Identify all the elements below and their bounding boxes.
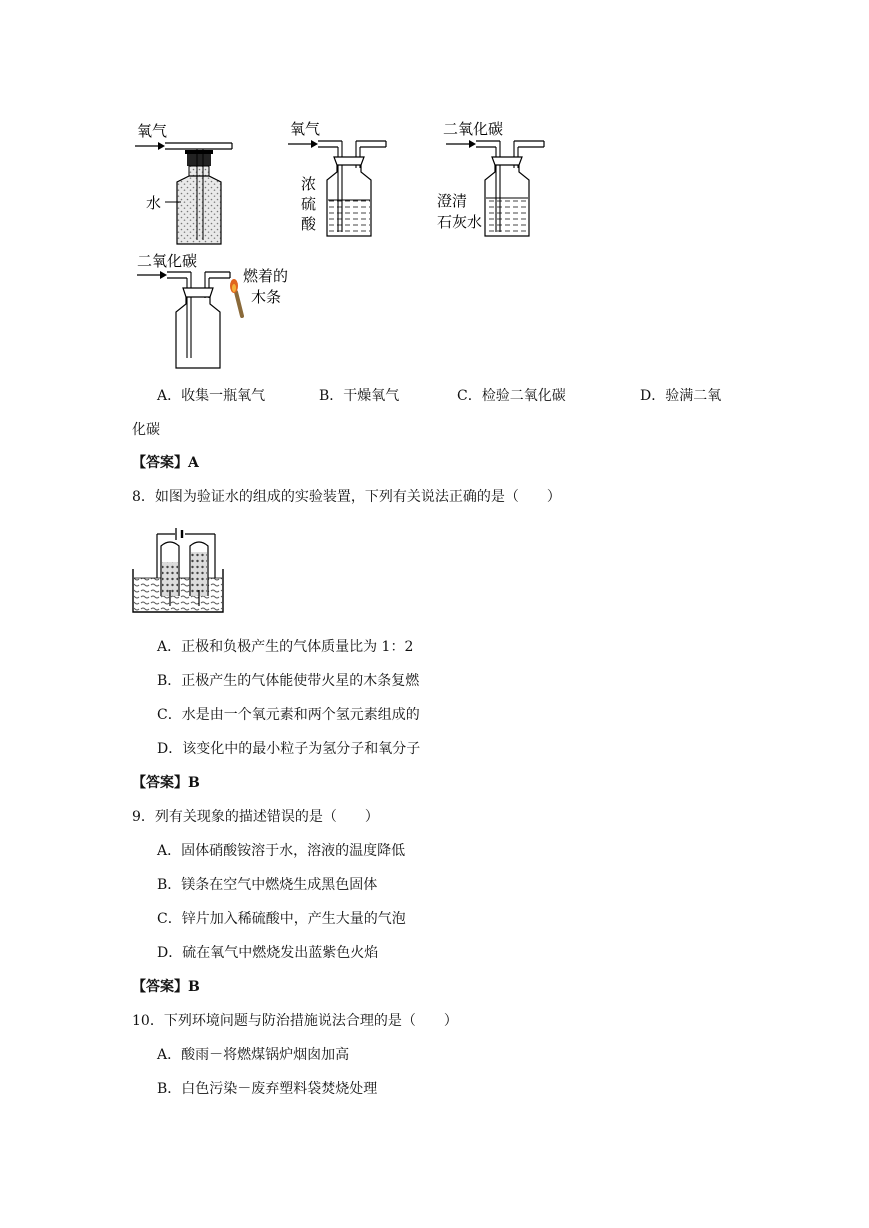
figure-c-gas-label: 二氧化碳 [443,120,504,138]
q7-option-b: B．干燥氧气 [319,388,400,404]
q9-option-a: A．固体硝酸铵溶于水，溶液的温度降低 [157,843,406,859]
q8-option-c: C．水是由一个氧元素和两个氢元素组成的 [157,707,420,723]
figure-c-liquid-label-2: 石灰水 [437,213,483,231]
q7-option-d: D．验满二氧 [640,388,722,404]
figure-b-liquid-label-1: 浓 [301,175,317,193]
q7-answer: 【答案】A [132,455,199,471]
q7-option-c: C．检验二氧化碳 [457,388,566,404]
figure-b-liquid-label-3: 酸 [301,215,317,233]
q9-option-b: B．镁条在空气中燃烧生成黑色固体 [157,877,378,893]
figure-c-liquid-label-1: 澄清 [437,192,468,210]
q7-option-a: A．收集一瓶氧气 [157,388,266,404]
q10-stem: 10．下列环境问题与防治措施说法合理的是（ ） [132,1013,458,1029]
figure-a-gas-label: 氧气 [137,122,168,140]
figure-d-flame-label-2: 木条 [251,288,282,306]
q8-answer: 【答案】B [132,775,200,791]
q9-option-d: D．硫在氧气中燃烧发出蓝紫色火焰 [157,945,379,961]
q8-option-a: A．正极和负极产生的气体质量比为 1：2 [157,639,414,655]
q10-option-b: B．白色污染－废弃塑料袋焚烧处理 [157,1081,378,1097]
q8-option-b: B．正极产生的气体能使带火星的木条复燃 [157,673,420,689]
q7-option-d-wrap: 化碳 [132,422,160,438]
q8-stem: 8．如图为验证水的组成的实验装置，下列有关说法正确的是（ ） [132,489,561,505]
q10-option-a: A．酸雨－将燃煤锅炉烟囱加高 [157,1047,350,1063]
q9-option-c: C．锌片加入稀硫酸中，产生大量的气泡 [157,911,406,927]
figure-d-flame-label-1: 燃着的 [243,267,289,285]
q8-option-d: D．该变化中的最小粒子为氢分子和氧分子 [157,741,421,757]
figure-d-gas-label: 二氧化碳 [137,252,198,270]
figure-a-liquid-label: 水 [146,194,162,212]
q9-stem: 9．列有关现象的描述错误的是（ ） [132,809,379,825]
figure-b-liquid-label-2: 硫 [301,195,317,213]
figure-b-gas-label: 氧气 [290,120,321,138]
q9-answer: 【答案】B [132,979,200,995]
